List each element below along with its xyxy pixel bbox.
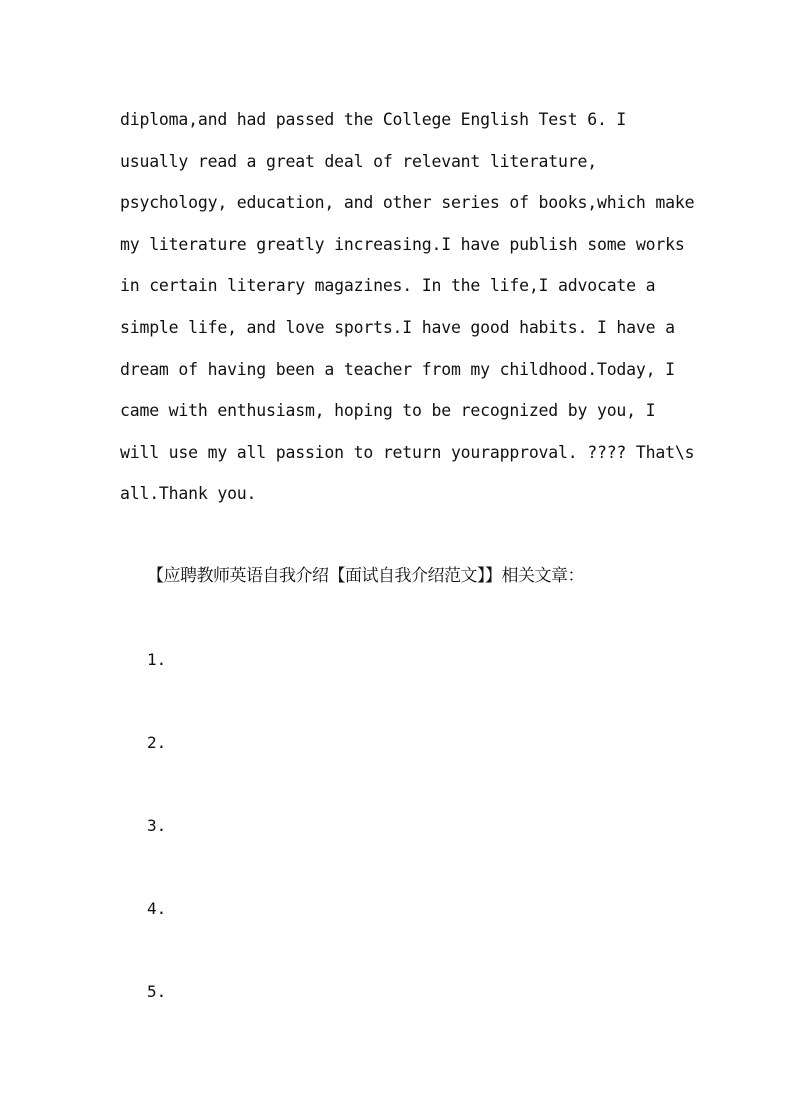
related-article-item[interactable]: 3. [147,816,167,835]
body-text [120,104,695,520]
related-article-item[interactable]: 1. [147,650,167,669]
related-articles-list [147,645,166,1060]
related-article-item[interactable]: 4. [147,899,167,918]
body-line: will use my all passion to return yourapproval. ???? That\s [120,442,695,462]
body-line: all.Thank you. [120,484,257,504]
body-line: simple life, and love sports.I have good habits. I have a [120,317,675,337]
related-article-item[interactable]: 5. [147,982,167,1001]
related-article-item[interactable]: 2. [147,733,167,752]
body-line: usually read a great deal of relevant literature, [120,151,597,171]
body-line: diploma,and had passed the College English Test 6. I [120,110,627,129]
body-line: psychology, education, and other series of books,which make [120,193,695,213]
body-line: my literature greatly increasing.I have publish some works [120,234,685,254]
body-line: in certain literary magazines. In the life,I advocate a [120,276,656,296]
related-articles-heading: 【应聘教师英语自我介绍【面试自我介绍范文】】相关文章： [147,566,584,586]
body-line: dream of having been a teacher from my childhood.Today, I [120,359,675,379]
body-line: came with enthusiasm, hoping to be recognized by you, I [120,401,656,421]
